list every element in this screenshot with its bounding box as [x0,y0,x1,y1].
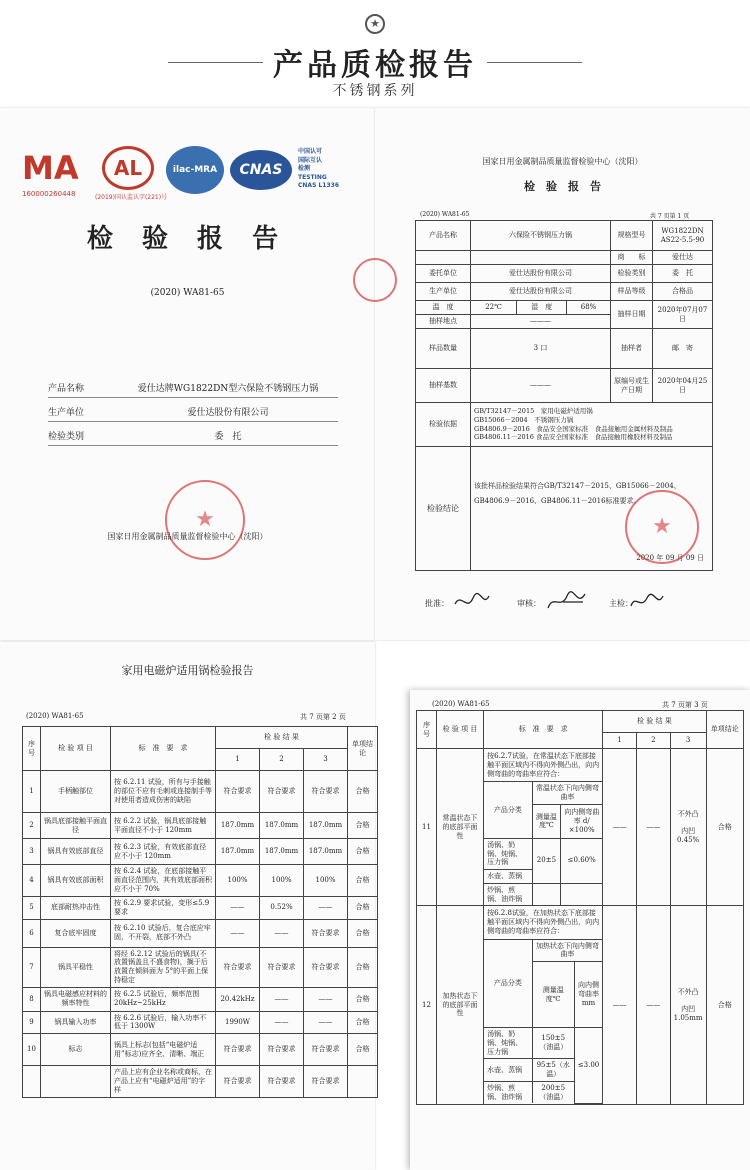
table-cell: 100% [216,865,260,897]
table-cell: 符合要求 [260,1034,304,1066]
red-seal-icon: ★ [165,480,245,560]
table-cell: 按 6.2.10 试验后，复合底应牢固，不开裂，底部不外凸 [111,919,216,947]
table-cell: 符合要求 [260,771,304,813]
p1-org: 国家日用金属制品质量监督检验中心（沈阳） [482,157,643,166]
table-cell [23,1066,41,1098]
p3-page-no: 共 7 页第 3 页 [662,701,708,709]
cover-org: 国家日用金属制品质量监督检验中心（沈阳） [107,532,268,541]
table-cell: —— [216,919,260,947]
table-cell: 2 [23,813,41,839]
red-seal-icon: ★ [625,490,699,564]
ilac-logo-icon: ilac-MRA [166,146,224,194]
report-page-3 [410,690,750,1170]
table-cell: 符合要求 [216,1034,260,1066]
table-row [23,1066,378,1098]
table-cell: 6 [23,919,41,947]
table-cell: 锅具平稳性 [41,947,111,987]
table-cell: 符合要求 [304,1034,348,1066]
table-cell: 产品上应有企业名称或商标，在产品上应有“电磁炉适用”的字样 [111,1066,216,1098]
table-cell: 符合要求 [216,771,260,813]
table-cell: 7 [23,947,41,987]
report-page-2 [0,642,375,1170]
table-cell: —— [260,919,304,947]
cma-number: 160000260448 [22,190,76,198]
p3-results-table: 序号 检 验 项 目 标 准 要 求 检 验 结 果 单项结论 1 2 3 11 常温状态下的底部平面性 按6.2.7试验，在常温状态下底部接触平面区域内不得向外侧凸出，向内侧弯曲的弯曲率应符合： 产品分类 常温状态下向内侧弯曲率 测量温度℃ 向内侧弯曲率 d/×100% 汤锅、奶锅、炖锅、压力锅 20±5 ≤0.60% 水壶、蒸锅 炒锅、煎锅、油炸锅 —— —— 不外凸 内凹 0.45% 合格 12 加热状态下的底部平面性 按6.2.8试验，在加热状态下底部接触平面区域内不得向外侧凸出，向内侧弯曲的弯曲率应符合： 产品分类 加热状态下向内侧弯曲率 测量温度℃ 向内侧弯曲率 mm 汤锅、奶锅、炖锅、压力锅 150±5（油温） ≤3.00 水壶、蒸锅 95±5（水温） 炒锅、煎锅、油炸锅 200±5（油温） —— —— 不外凸 内凹 1.05mm 合格 [416,710,744,1105]
report-page-1 [375,108,750,640]
table-cell: 4 [23,865,41,897]
table-cell: 符合要求 [304,1066,348,1098]
table-cell: 按 6.2.2 试验，锅具底部接触平面直径不小于 120mm [111,813,216,839]
cover-title: 检 验 报 告 [86,224,289,254]
table-cell: 187.0mm [304,839,348,865]
table-cell: 复合底牢固度 [41,919,111,947]
table-cell: 合格 [348,1011,378,1034]
table-cell: 187.0mm [216,813,260,839]
cover-report-no: (2020) WA81-65 [150,288,225,298]
table-cell: 按 6.2.4 试验，在底部接触平面直径范围内，其有效底部面积应不小于 70% [111,865,216,897]
table-cell: 按 6.2.5 试验后，频率范围 20kHz~25kHz [111,987,216,1011]
table-cell: 0.52% [260,897,304,920]
table-cell: 符合要求 [216,947,260,987]
signatures-icon [453,590,723,614]
table-cell: 符合要求 [304,771,348,813]
page-subtitle: 不锈钢系列 [332,83,418,99]
table-cell: 100% [260,865,304,897]
p1-page-no: 共 7 页第 1 页 [650,213,690,220]
table-cell: 合格 [348,897,378,920]
table-cell: 20.42kHz [216,987,260,1011]
table-row [23,1034,378,1066]
cnas-text: 中国认可 国际互认 检测 TESTING CNAS L1336 [298,148,340,189]
table-cell: 5 [23,897,41,920]
table-cell: 9 [23,1011,41,1034]
table-cell: 合格 [348,919,378,947]
table-cell: 锅具电磁感应材料的频率特性 [41,987,111,1011]
table-cell: 锅具有效底部直径 [41,839,111,865]
cnas-logo-icon: CNAS [230,150,292,190]
table-cell: —— [216,897,260,920]
table-cell: 符合要求 [260,1066,304,1098]
p2-results-table: 序号 检 验 项 目 标 准 要 求 检 验 结 果 单项结论 1 2 3 1 手柄触部位 按 6.2.11 试验，所有与手接触的部位不应有毛刺或连接制手等对使用者造成伤害的缺陷 符合要求 符合要求 符合要求 合格 2 锅具底部接触平面直径 按 6.2.2 试验，锅具底部接触平面直径不小于 120mm 187.0mm 187.0mm 187.0mm 合格 3 锅具有效底部直径 按 6.2.3 试验，有效底部直径应不小于 120mm 187.0mm 187.0mm 187.0mm 合格 4 锅具有效底部面积 按 6.2.4 试验，在底部接触平面直径范围内，其有效底部面积应不小于 70% 100% 100% 100% 合格 5 底部耐热冲击性 按 6.2.9 要求试验，变形≤5.9 要求 —— 0.52% —— 合格 6 复合底牢固度 按 6.2.10 试验后，复合底应牢固，不开裂，底部不外凸 —— —— 符合要求 合格 7 锅具平稳性 将经 6.2.12 试验后的锅具(不放置锅盖且不盛食物)，搁于后放置在倾斜面为 5°的平面上保持稳定 符合要求 符合要求 符合要求 合格 8 锅具电磁感应材料的频率特性 按 6.2.5 试验后，频率范围 20kHz~25kHz 20.42kHz —— —— 合格 9 锅具输入功率 按 6.2.6 试验后，输入功率不低于 1300W 1990W —— —— 合格 10 标志 锅具上标志(包括“电磁炉适用”标志)应齐全、清晰、端正 符合要求 符合要求 符合要求 合格 产品上应有企业名称或商标，在产品上应有“电磁炉适用”的字样 符合要求 符合要求 符合要求 [22,726,378,1098]
cal-logo-icon: AL [102,146,154,190]
table-cell: 8 [23,987,41,1011]
table-cell: 1990W [216,1011,260,1034]
table-cell: 符合要求 [216,1066,260,1098]
table-cell: 合格 [348,839,378,865]
table-cell: 锅具有效底部面积 [41,865,111,897]
table-cell: 合格 [348,771,378,813]
page-header [0,0,750,105]
table-row [23,813,378,839]
table-cell: —— [304,987,348,1011]
table-cell: 按 6.2.9 要求试验，变形≤5.9 要求 [111,897,216,920]
table-cell: —— [260,987,304,1011]
table-cell: 187.0mm [304,813,348,839]
p1-info-table: 产品名称 六保险不锈钢压力锅 规格型号 WG1822DN AS22-5.5-90 商 标 爱仕达 委托单位 爱仕达股份有限公司 检验类别 委 托 生产单位 爱仕达股份有限公司 样品等级 合格品 温 度 22℃ 湿 度 68% 抽样日期 2020年07月07日 抽样地点 ——— 样品数量 3 口 抽样者 邮 寄 抽样基数 ——— 原编号或生产日期 2020年04月25日 检验依据 GB/T32147－2015 家用电磁炉适用锅 GB15066－2004 不锈钢压力锅 GB4806.9－2016 食品安全国家标准 食品接触用金属材料及制品 GB4806.11－2016 食品安全国家标准 食品接触用橡胶材料及制品 检验结论 该批样品检验结果符合GB/T32147－2015、GB15066－2004、GB4806.9－2016、GB4806.11－2016标准要求。 2020 年 09 月 09 日 [415,220,713,571]
report-cover [0,108,375,640]
signature-row: 批准： 审核： 主检： [425,599,633,608]
table-row [23,919,378,947]
table-cell: 3 [23,839,41,865]
table-cell: 187.0mm [260,813,304,839]
table-cell: 100% [304,865,348,897]
p2-report-no: (2020) WA81-65 [26,712,84,720]
table-cell: 手柄触部位 [41,771,111,813]
table-cell: 合格 [348,865,378,897]
table-cell: —— [304,897,348,920]
table-row [23,839,378,865]
table-cell: 标志 [41,1034,111,1066]
table-cell: 符合要求 [304,947,348,987]
table-cell: 合格 [348,947,378,987]
table-cell: 按 6.2.3 试验，有效底部直径应不小于 120mm [111,839,216,865]
p3-report-no: (2020) WA81-65 [432,700,490,708]
p2-title: 家用电磁炉适用锅检验报告 [121,664,254,677]
p2-page-no: 共 7 页第 2 页 [300,713,346,721]
cover-row: 生产单位 爱仕达股份有限公司 [48,398,338,422]
table-cell: 合格 [348,813,378,839]
table-cell: 合格 [348,987,378,1011]
table-cell: 将经 6.2.12 试验后的锅具(不放置锅盖且不盛食物)，搁于后放置在倾斜面为 5°的平面上保持稳定 [111,947,216,987]
p1-title: 检 验 报 告 [524,180,601,193]
cover-row: 产品名称 爱仕达牌WG1822DN型六保险不锈钢压力锅 [48,376,338,398]
table-row [23,897,378,920]
p1-report-no: (2020) WA81-65 [420,211,470,218]
table-cell: 锅具输入功率 [41,1011,111,1034]
cover-info-table [48,376,338,446]
cma-logo-icon: MA [22,149,79,187]
table-cell: 底部耐热冲击性 [41,897,111,920]
table-row [23,1011,378,1034]
table-cell: 锅具底部接触平面直径 [41,813,111,839]
table-cell: 按 6.2.6 试验后，输入功率不低于 1300W [111,1011,216,1034]
table-cell [348,1066,378,1098]
table-row [23,947,378,987]
table-row [23,865,378,897]
table-cell: —— [260,1011,304,1034]
cover-row: 检验类别 委 托 [48,422,338,446]
table-row [23,771,378,813]
table-cell: 187.0mm [216,839,260,865]
red-seal-edge-icon [353,258,397,302]
table-cell: 锅具上标志(包括“电磁炉适用”标志)应齐全、清晰、端正 [111,1034,216,1066]
table-cell: 符合要求 [260,947,304,987]
table-cell: 10 [23,1034,41,1066]
table-cell: 187.0mm [260,839,304,865]
table-cell: 按 6.2.11 试验，所有与手接触的部位不应有毛刺或连接制手等对使用者造成伤害的缺陷 [111,771,216,813]
table-row [23,987,378,1011]
cal-note: (2019)国认监认字(221)号 [95,194,168,201]
table-cell: 1 [23,771,41,813]
table-cell [41,1066,111,1098]
page-title: 产品质检报告 [273,48,477,83]
star-badge-icon: ★ [365,14,385,34]
table-cell: —— [304,1011,348,1034]
table-cell: 合格 [348,1034,378,1066]
table-cell: 符合要求 [304,919,348,947]
